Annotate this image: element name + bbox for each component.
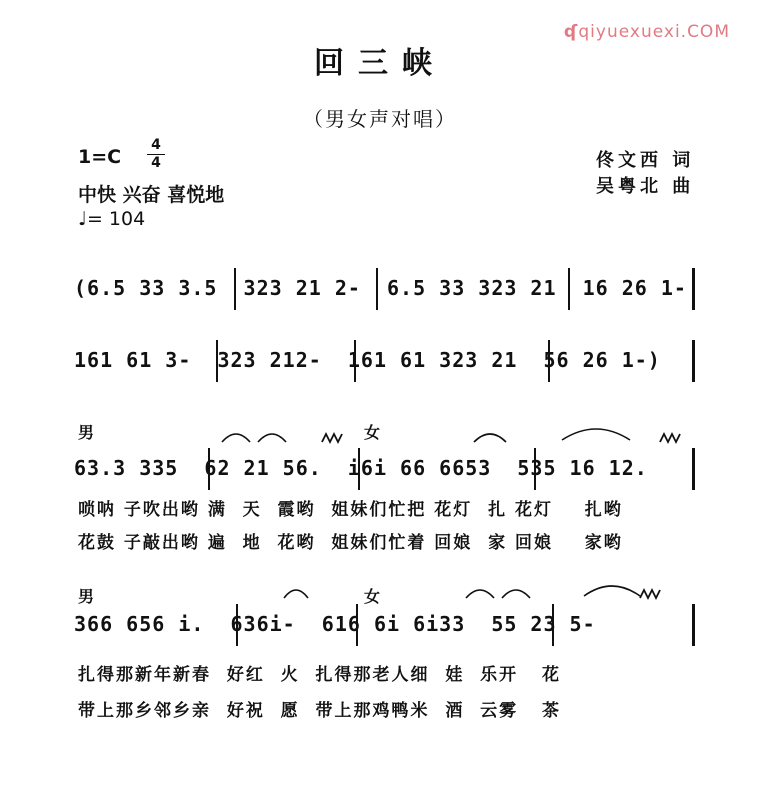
composer-credit: 吴粤北 曲 <box>596 176 695 197</box>
slur-arc <box>584 586 640 596</box>
watermark-logo-icon: ʠ <box>563 22 579 42</box>
slur-arc <box>258 434 286 442</box>
breath-mark <box>640 590 660 598</box>
breath-mark <box>322 434 342 442</box>
male-part-label: 男 <box>78 423 95 442</box>
slur-arc <box>284 590 308 598</box>
intro-notes-2: 161 61 3- 323 212- 161 61 323 21 56 26 1-) <box>74 348 674 372</box>
female-part-label: 女 <box>364 423 381 442</box>
verse1-lyrics-1: 唢呐 子吹出哟 满 天 霞哟 姐妹们忙把 花灯 扎 花灯 扎哟 <box>78 500 623 520</box>
verse2-notes: 366 656 i. 636i- 616 6i 6i33 55 23 5- <box>74 612 596 636</box>
song-title: 回三峡 <box>314 46 446 81</box>
slur-arc <box>474 434 506 442</box>
slur-arc <box>562 429 630 440</box>
male-part-label: 男 <box>78 587 95 606</box>
song-subtitle: （男女声对唱） <box>303 107 457 131</box>
intro-notes-1: (6.5 33 3.5 323 21 2- 6.5 33 323 21 16 26 1- <box>74 276 700 300</box>
time-signature-bottom: 4 <box>151 155 161 171</box>
time-signature-top: 4 <box>151 137 161 153</box>
breath-mark <box>660 434 680 442</box>
verse2-lyrics-2: 带上那乡邻乡亲 好祝 愿 带上那鸡鸭米 酒 云雾 茶 <box>78 701 561 721</box>
slur-arc <box>222 434 250 442</box>
lyricist-credit: 佟文西 词 <box>596 150 695 171</box>
verse1-lyrics-2: 花鼓 子敲出哟 遍 地 花哟 姐妹们忙着 回娘 家 回娘 家哟 <box>78 533 623 553</box>
verse2-lyrics-1: 扎得那新年新春 好红 火 扎得那老人细 娃 乐开 花 <box>78 665 561 685</box>
slur-arc <box>502 590 530 598</box>
watermark: ʠqiyuexuexi.COM <box>563 22 730 42</box>
metronome-mark: ♩= 104 <box>78 208 146 230</box>
slur-arc <box>466 590 494 598</box>
key-signature: 1=C <box>78 146 122 168</box>
tempo-marking: 中快 兴奋 喜悦地 <box>78 184 225 206</box>
verse1-notes: 63.3 335 62 21 56. i6i 66 6653 535 16 12. <box>74 456 648 480</box>
female-part-label: 女 <box>364 587 381 606</box>
